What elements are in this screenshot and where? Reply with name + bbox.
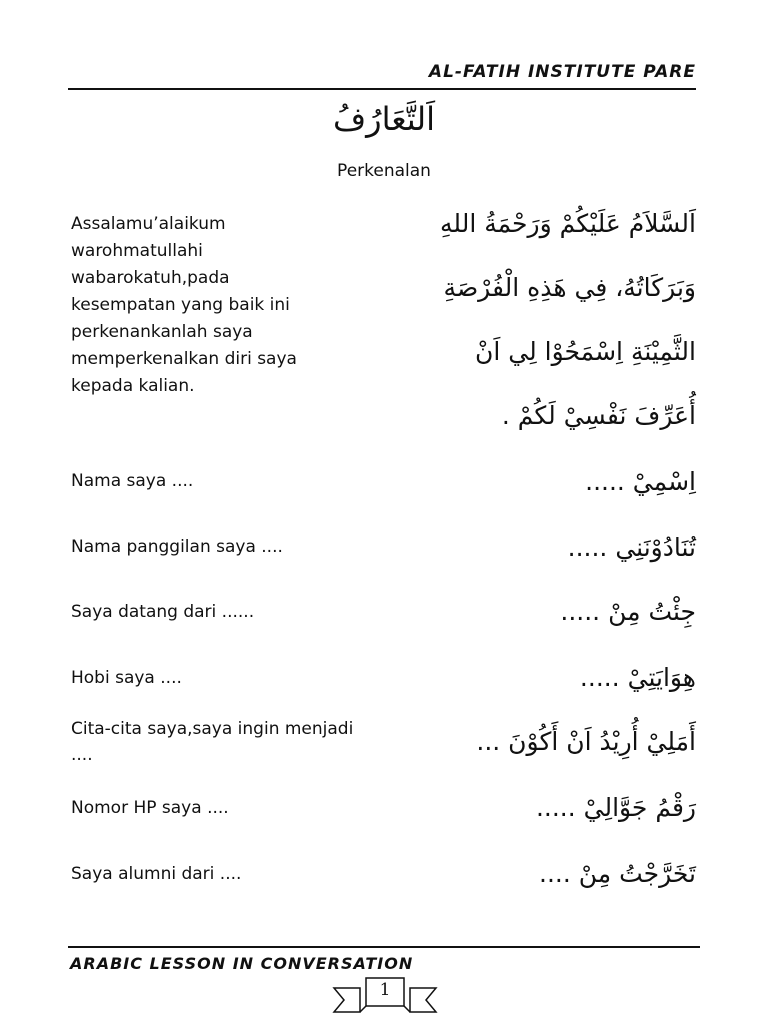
- intro-indonesian-line: kesempatan yang baik ini: [71, 295, 290, 315]
- page-number: 1: [379, 980, 391, 1000]
- intro-arabic-line: اَلسَّلاَمُ عَلَيْكُمْ وَرَحْمَةُ اللهِ: [440, 209, 696, 238]
- phrase-arabic-origin: جِئْتُ مِنْ .....: [560, 597, 696, 626]
- header-institute-name: AL-FATIH INSTITUTE PARE: [428, 62, 696, 82]
- intro-indonesian: [71, 211, 371, 400]
- phrase-arabic-hobby: هِوَايَتِيْ .....: [579, 663, 696, 692]
- intro-arabic-line: وَبَرَكَاتُهُ، فِي هَذِهِ الْفُرْصَةِ: [443, 273, 696, 302]
- intro-indonesian-line: perkenankanlah saya: [71, 322, 253, 342]
- header-divider: [68, 88, 696, 90]
- phrase-indonesian-name: Nama saya ....: [71, 471, 194, 491]
- phrase-indonesian-alumni: Saya alumni dari ....: [71, 864, 242, 884]
- footer-divider: [68, 946, 700, 948]
- phrase-indonesian-phone: Nomor HP saya ....: [71, 798, 229, 818]
- footer-title: ARABIC LESSON IN CONVERSATION: [70, 954, 414, 973]
- phrase-indonesian-hobby: Hobi saya ....: [71, 668, 182, 688]
- intro-indonesian-line: kepada kalian.: [71, 376, 195, 396]
- intro-arabic-line: الثَّمِيْنَةِ اِسْمَحُوْا لِي اَنْ: [475, 337, 696, 366]
- phrase-arabic-ambition: أَمَلِيْ أُرِيْدُ اَنْ أَكُوْنَ ...: [476, 727, 696, 756]
- phrase-indonesian-nickname: Nama panggilan saya ....: [71, 537, 283, 557]
- intro-indonesian-line: Assalamu’alaikum: [71, 214, 226, 234]
- page-title-indonesian: Perkenalan: [337, 161, 431, 181]
- phrase-arabic-name: اِسْمِيْ .....: [585, 467, 696, 496]
- phrase-indonesian-ambition: Cita-cita saya,saya ingin menjadi ....: [71, 719, 354, 765]
- intro-arabic: [366, 192, 696, 448]
- intro-indonesian-line: wabarokatuh,pada: [71, 268, 230, 288]
- phrase-arabic-alumni: تَخَرَّجْتُ مِنْ ....: [539, 859, 696, 888]
- intro-arabic-line: أُعَرِّفَ نَفْسِيْ لَكُمْ .: [501, 401, 696, 430]
- intro-indonesian-line: memperkenalkan diri saya: [71, 349, 297, 369]
- phrase-arabic-phone: رَقْمُ جَوَّالِيْ .....: [535, 793, 696, 822]
- phrase-indonesian-origin: Saya datang dari ......: [71, 602, 255, 622]
- intro-indonesian-line: warohmatullahi: [71, 241, 203, 261]
- page-title-arabic: اَلتَّعَارُفُ: [332, 100, 436, 138]
- phrase-arabic-nickname: تُنَادُوْنَنِي .....: [567, 533, 696, 562]
